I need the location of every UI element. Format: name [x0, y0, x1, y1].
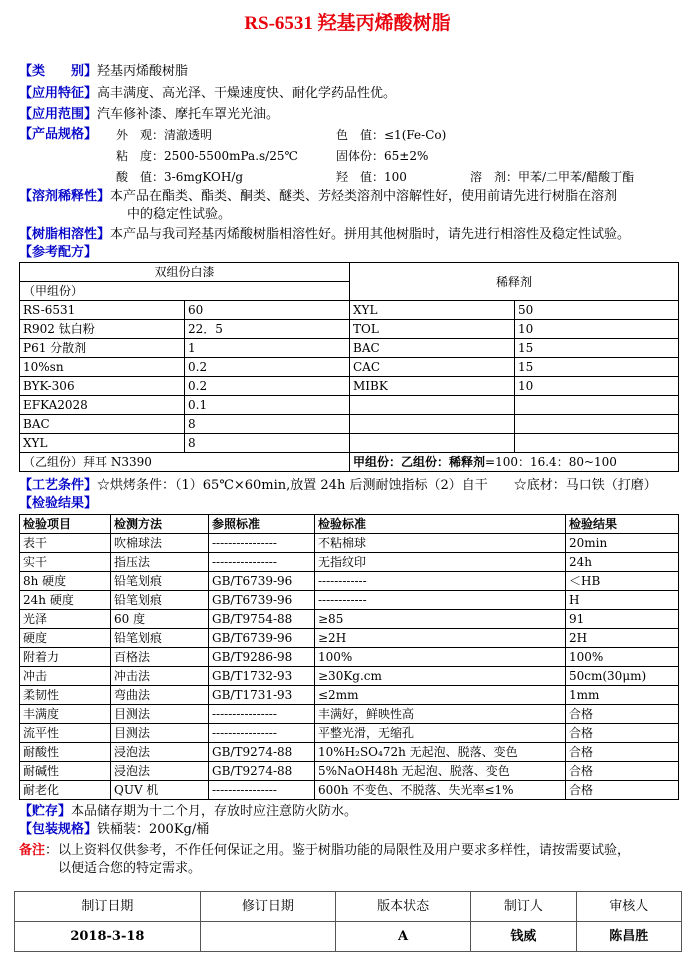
spec-color: 色 值：≤1(Fe-Co)	[336, 128, 447, 142]
features-line	[19, 85, 396, 103]
formula-cell: EFKA2028	[20, 396, 185, 415]
test-criteria: 平整光滑，无缩孔	[315, 724, 566, 743]
formula-row	[20, 434, 679, 453]
tests-header: 参照标准	[209, 515, 315, 534]
table-row	[20, 610, 679, 629]
test-standard: GB/T6739-96	[209, 591, 315, 610]
dilution-label: 【溶剂稀释性】	[19, 189, 111, 204]
remark-line-2	[58, 860, 201, 878]
formula-table	[19, 262, 679, 472]
package-label: 【包装规格】	[19, 822, 98, 837]
tests-header: 检验项目	[20, 515, 111, 534]
spec-hydroxyl: 羟 值：100	[336, 170, 407, 184]
test-standard: ----------------	[209, 705, 315, 724]
test-item: 耐酸性	[20, 743, 111, 762]
test-result: 50cm(30μm)	[566, 667, 679, 686]
test-method: 浸泡法	[111, 762, 209, 781]
test-result: 合格	[566, 743, 679, 762]
test-criteria: ≥2H	[315, 629, 566, 648]
test-item: 表干	[20, 534, 111, 553]
formula-cell: 22．5	[185, 320, 350, 339]
spec-solids: 固体份：65±2%	[336, 149, 429, 163]
test-item: 实干	[20, 553, 111, 572]
formula-row	[20, 320, 679, 339]
footer-header: 制订日期	[15, 892, 201, 922]
formula-cell	[350, 396, 515, 415]
formula-ratio	[350, 453, 679, 472]
test-criteria: 10%H₂SO₄72h 无起泡、脱落、变色	[315, 743, 566, 762]
formula-cell	[350, 434, 515, 453]
test-item: 耐老化	[20, 781, 111, 800]
test-item: 硬度	[20, 629, 111, 648]
test-result: 合格	[566, 762, 679, 781]
test-method: 指压法	[111, 553, 209, 572]
test-method: 60 度	[111, 610, 209, 629]
test-item: 8h 硬度	[20, 572, 111, 591]
formula-cell: TOL	[350, 320, 515, 339]
test-method: 铅笔划痕	[111, 591, 209, 610]
formula-cell: 15	[515, 358, 679, 377]
category-label: 【类 别】	[19, 64, 98, 79]
test-standard: ----------------	[209, 781, 315, 800]
process-line	[19, 477, 657, 495]
formula-cell: 0.1	[185, 396, 350, 415]
test-item: 光泽	[20, 610, 111, 629]
formula-cell: 1	[185, 339, 350, 358]
dilution-text-1: 本产品在酯类、酯类、酮类、醚类、芳烃类溶剂中溶解性好，使用前请先进行树脂在溶剂	[110, 189, 618, 204]
formula-cell: XYL	[350, 301, 515, 320]
formula-row	[20, 339, 679, 358]
test-item: 流平性	[20, 724, 111, 743]
formula-cell: P61 分散剂	[20, 339, 185, 358]
formula-cell: BAC	[20, 415, 185, 434]
test-standard: ----------------	[209, 724, 315, 743]
table-row	[20, 591, 679, 610]
dilution-line	[19, 188, 617, 206]
footer-reviewer: 陈昌胜	[576, 922, 681, 952]
compat-value: 本产品与我司羟基丙烯酸树脂相溶性好。拼用其他树脂时，请先进行相溶性及稳定性试验。	[110, 227, 631, 242]
test-criteria: 无指纹印	[315, 553, 566, 572]
table-row	[20, 534, 679, 553]
test-method: 浸泡法	[111, 743, 209, 762]
tests-header: 检测方法	[111, 515, 209, 534]
formula-cell	[515, 396, 679, 415]
formula-label-line	[19, 244, 97, 262]
category-value: 羟基丙烯酸树脂	[97, 64, 189, 79]
test-method: QUV 机	[111, 781, 209, 800]
spec-label: 【产品规格】	[19, 127, 98, 142]
table-row	[20, 705, 679, 724]
formula-row	[20, 396, 679, 415]
table-row	[20, 781, 679, 800]
formula-ratio-label: 甲组份：乙组份：稀释剂	[353, 455, 486, 469]
formula-row	[20, 301, 679, 320]
process-value: ☆烘烤条件：（1）65℃×60min,放置 24h 后测耐蚀指标（2）自干 ☆底材：马口铁（打磨）	[97, 478, 657, 493]
storage-label: 【贮存】	[19, 804, 72, 819]
package-line	[19, 821, 209, 839]
footer-header-row	[15, 892, 682, 922]
tests-header: 检验标准	[315, 515, 566, 534]
formula-cell: 10	[515, 320, 679, 339]
formula-cell: BYK-306	[20, 377, 185, 396]
remark-text-1: ：以上资料仅供参考，不作任何保证之用。鉴于树脂功能的局限性及用户要求多样性，请按需要试验，	[45, 843, 631, 858]
table-row	[20, 686, 679, 705]
test-criteria: ------------	[315, 572, 566, 591]
formula-cell	[515, 415, 679, 434]
test-item: 柔韧性	[20, 686, 111, 705]
formula-cell: XYL	[20, 434, 185, 453]
test-method: 目测法	[111, 705, 209, 724]
formula-row	[20, 415, 679, 434]
formula-cell: 8	[185, 434, 350, 453]
test-item: 24h 硬度	[20, 591, 111, 610]
test-method: 弯曲法	[111, 686, 209, 705]
scope-line	[19, 106, 279, 124]
scope-value: 汽车修补漆、摩托车罩光光油。	[97, 107, 280, 122]
formula-cell: MIBK	[350, 377, 515, 396]
storage-value: 本品储存期为十二个月，存放时应注意防火防水。	[71, 804, 358, 819]
formula-row	[20, 377, 679, 396]
test-method: 铅笔划痕	[111, 572, 209, 591]
features-label: 【应用特征】	[19, 86, 98, 101]
features-value: 高丰满度、高光泽、干燥速度快、耐化学药品性优。	[97, 86, 397, 101]
test-result: 合格	[566, 705, 679, 724]
compat-line	[19, 226, 630, 244]
compat-label: 【树脂相溶性】	[19, 227, 111, 242]
formula-group-a: （甲组份）	[20, 282, 350, 301]
footer-value-row	[15, 922, 682, 952]
formula-right-header: 稀释剂	[350, 263, 679, 301]
formula-cell: 10	[515, 377, 679, 396]
test-standard: ----------------	[209, 553, 315, 572]
test-result: 合格	[566, 724, 679, 743]
test-criteria: 5%NaOH48h 无起泡、脱落、变色	[315, 762, 566, 781]
formula-cell: 15	[515, 339, 679, 358]
test-criteria: ≤2mm	[315, 686, 566, 705]
formula-row	[20, 358, 679, 377]
test-standard: GB/T6739-96	[209, 572, 315, 591]
formula-cell: 60	[185, 301, 350, 320]
test-standard: ----------------	[209, 534, 315, 553]
process-label: 【工艺条件】	[19, 478, 98, 493]
table-row	[20, 648, 679, 667]
scope-label: 【应用范围】	[19, 107, 98, 122]
test-result: 20min	[566, 534, 679, 553]
table-row	[20, 724, 679, 743]
tests-label-line	[19, 495, 97, 513]
test-method: 目测法	[111, 724, 209, 743]
test-criteria: 100%	[315, 648, 566, 667]
test-method: 铅笔划痕	[111, 629, 209, 648]
remark-label: 备注	[19, 843, 46, 858]
spec-solvent: 溶 剂：甲苯/二甲苯/醋酸丁酯	[470, 170, 635, 184]
tests-header-row	[20, 515, 679, 534]
test-criteria: 不粘棉球	[315, 534, 566, 553]
footer-version: A	[335, 922, 470, 952]
test-standard: GB/T9274-88	[209, 762, 315, 781]
test-item: 冲击	[20, 667, 111, 686]
test-standard: GB/T9286-98	[209, 648, 315, 667]
table-row	[20, 667, 679, 686]
dilution-line-2	[127, 206, 231, 224]
test-criteria: 600h 不变色、不脱落、失光率≤1%	[315, 781, 566, 800]
test-item: 丰满度	[20, 705, 111, 724]
storage-line	[19, 803, 357, 821]
test-method: 百格法	[111, 648, 209, 667]
formula-cell: 0.2	[185, 358, 350, 377]
footer-header: 制订人	[471, 892, 576, 922]
test-standard: GB/T9274-88	[209, 743, 315, 762]
footer-table	[14, 891, 682, 952]
spec-label-line	[19, 126, 97, 144]
test-criteria: ≥85	[315, 610, 566, 629]
table-row	[20, 762, 679, 781]
formula-group-b: （乙组份）拜耳 N3390	[20, 453, 350, 472]
footer-header: 修订日期	[200, 892, 335, 922]
tests-header: 检验结果	[566, 515, 679, 534]
category-line	[19, 63, 188, 81]
table-row	[20, 629, 679, 648]
formula-cell: 0.2	[185, 377, 350, 396]
table-row	[20, 572, 679, 591]
test-standard: GB/T9754-88	[209, 610, 315, 629]
footer-author: 钱威	[471, 922, 576, 952]
test-method: 吹棉球法	[111, 534, 209, 553]
formula-label: 【参考配方】	[19, 245, 98, 260]
tests-table	[19, 514, 679, 800]
test-result: 91	[566, 610, 679, 629]
test-result: 100%	[566, 648, 679, 667]
formula-cell: R902 钛白粉	[20, 320, 185, 339]
table-row	[20, 743, 679, 762]
formula-cell	[515, 434, 679, 453]
page-title: RS-6531 羟基丙烯酸树脂	[244, 13, 451, 34]
formula-ratio-value: =100：16.4：80~100	[485, 455, 617, 469]
footer-header: 审核人	[576, 892, 681, 922]
test-standard: GB/T1732-93	[209, 667, 315, 686]
footer-header: 版本状态	[335, 892, 470, 922]
package-value: 铁桶装：200Kg/桶	[97, 822, 210, 837]
test-result: 合格	[566, 781, 679, 800]
formula-cell: BAC	[350, 339, 515, 358]
formula-cell	[350, 415, 515, 434]
remark-text-2: 以便适合您的特定需求。	[58, 861, 202, 876]
test-criteria: ------------	[315, 591, 566, 610]
test-item: 耐碱性	[20, 762, 111, 781]
test-standard: GB/T1731-93	[209, 686, 315, 705]
test-criteria: ≥30Kg.cm	[315, 667, 566, 686]
spec-viscosity: 粘 度：2500-5500mPa.s/25℃	[116, 149, 298, 163]
footer-revision-date	[200, 922, 335, 952]
formula-cell: RS-6531	[20, 301, 185, 320]
remark-line	[19, 842, 630, 860]
formula-cell: 10%sn	[20, 358, 185, 377]
test-result: 2H	[566, 629, 679, 648]
formula-cell: 8	[185, 415, 350, 434]
formula-cell: CAC	[350, 358, 515, 377]
spec-acid: 酸 值：3-6mgKOH/g	[116, 170, 244, 184]
tests-label: 【检验结果】	[19, 496, 98, 511]
dilution-text-2: 中的稳定性试验。	[127, 207, 232, 222]
table-row	[20, 553, 679, 572]
test-result: 1mm	[566, 686, 679, 705]
test-method: 冲击法	[111, 667, 209, 686]
formula-cell: 50	[515, 301, 679, 320]
test-result: H	[566, 591, 679, 610]
test-item: 附着力	[20, 648, 111, 667]
test-standard: GB/T6739-96	[209, 629, 315, 648]
test-result: ＜HB	[566, 572, 679, 591]
formula-left-header: 双组份白漆	[20, 263, 350, 282]
footer-date: 2018-3-18	[15, 922, 201, 952]
test-result: 24h	[566, 553, 679, 572]
test-criteria: 丰满好，鲜映性高	[315, 705, 566, 724]
spec-appearance: 外 观：清澈透明	[116, 128, 213, 142]
